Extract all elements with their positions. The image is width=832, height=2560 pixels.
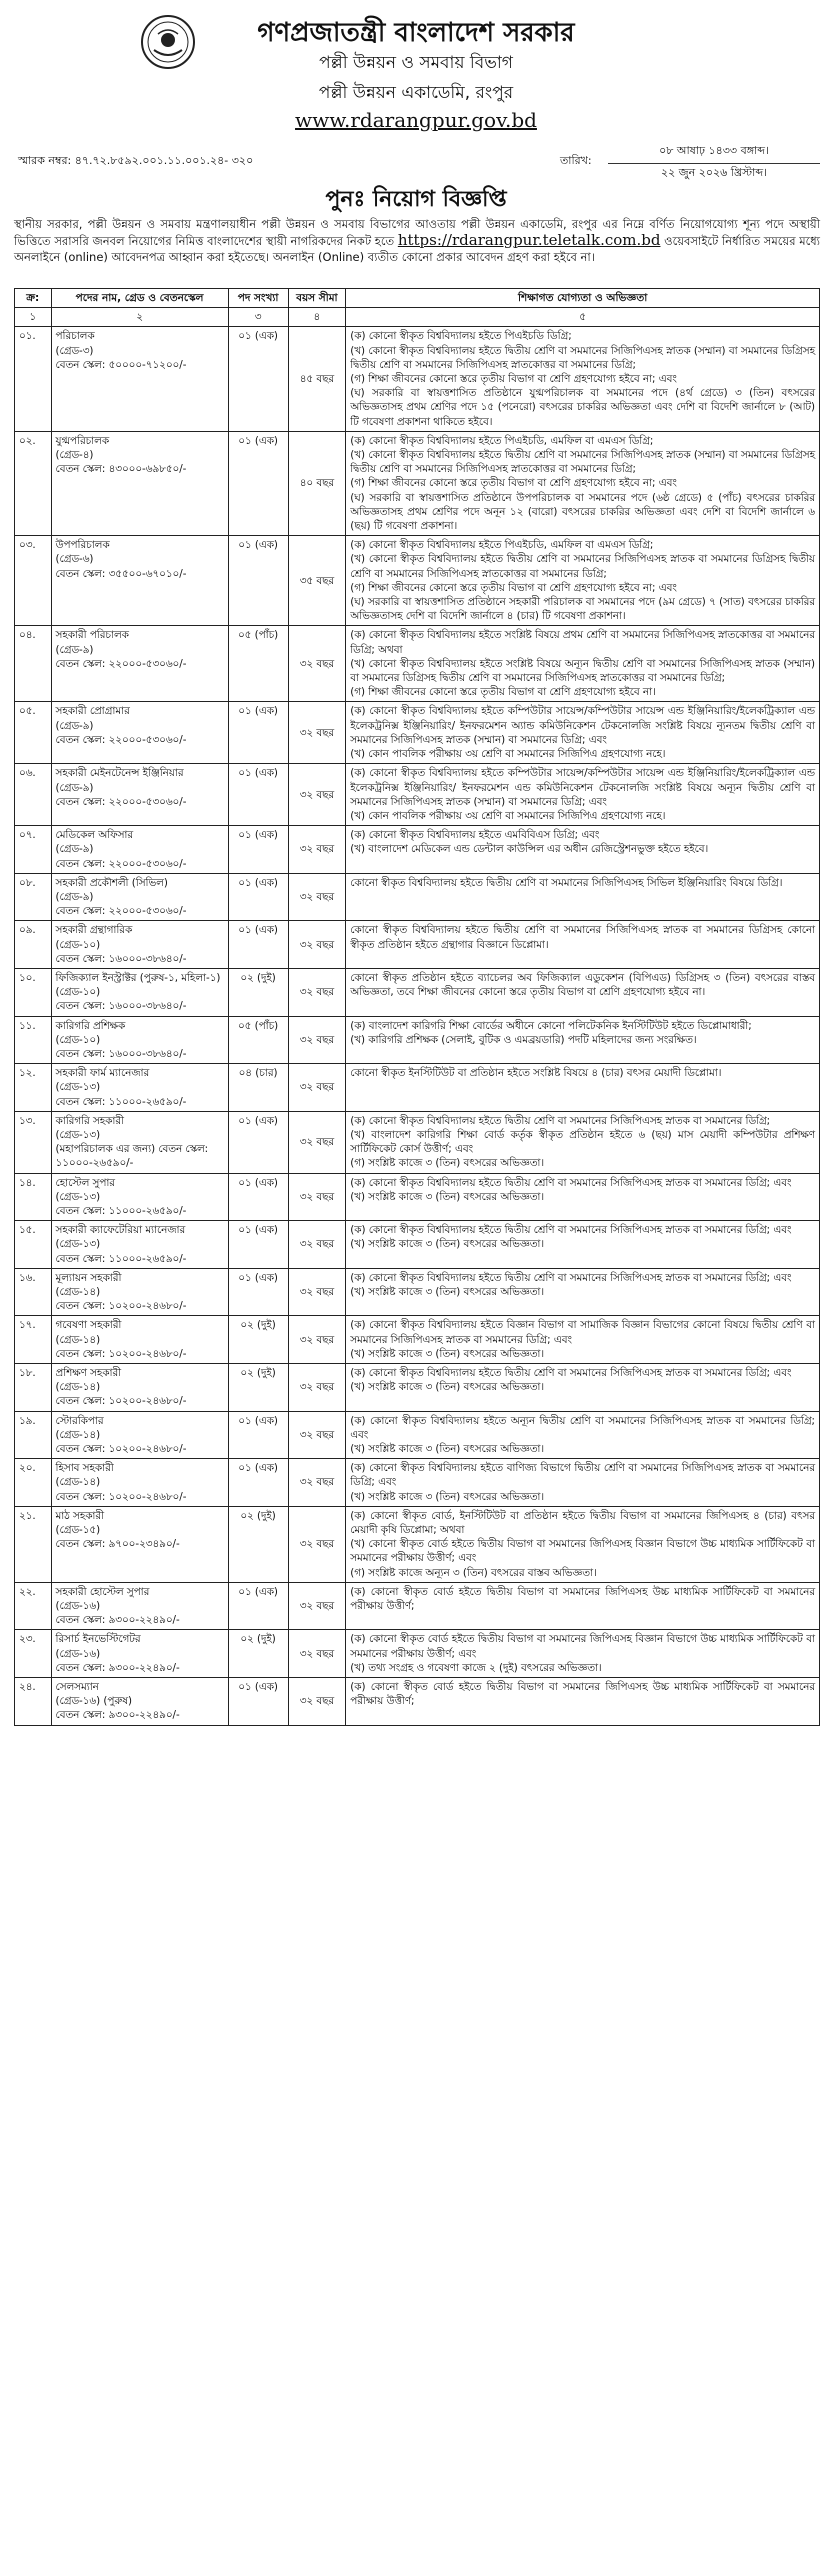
post-cell [51, 1411, 228, 1459]
qualification-cell [346, 1064, 820, 1112]
post-cell [51, 1016, 228, 1064]
qualification-line: (খ) বাংলাদেশ মেডিকেল এন্ড ডেন্টাল কাউন্সিল এর অধীন রেজিস্ট্রেশনভুক্ত হইতে হইবে। [350, 843, 709, 856]
serial-cell: ১৯. [15, 1411, 52, 1459]
post-grade: (গ্রেড-৯) [55, 719, 94, 732]
post-grade: (গ্রেড-৯) [55, 890, 94, 903]
post-grade: (গ্রেড-৯) [55, 781, 94, 794]
post-cell [51, 431, 228, 535]
qualification-line: (খ) কোনো স্বীকৃত বোর্ড হইতে দ্বিতীয় বিভাগ বা সমমানের জিপিএসহ বিজ্ঞান বিভাগে উচ্চ মাধ্যমিক সার্টিফিকেট বা সমমানের পরীক্ষায় উত্তীর্ণ; এবং [350, 1538, 815, 1565]
qualification-cell [346, 873, 820, 921]
post-count-cell: ০৪ (চার) [228, 1064, 288, 1112]
qualification-cell [346, 327, 820, 431]
post-grade: (গ্রেড-১৫) [55, 1524, 101, 1537]
header-count: পদ সংখ্যা [228, 289, 288, 308]
age-limit-cell: ৩২ বছর [288, 1221, 346, 1269]
qualification-cell [346, 1582, 820, 1630]
qualification-line: (খ) তথ্য সংগ্রহ ও গবেষণা কাজে ২ (দুই) বৎসরের অভিজ্ঞতা। [350, 1661, 602, 1674]
table-row [15, 826, 820, 874]
table-row [15, 1459, 820, 1507]
website-link[interactable]: www.rdarangpur.gov.bd [295, 108, 537, 132]
post-pay: বেতন স্কেল: ১১০০০-২৬৫৯০/- [55, 1204, 187, 1217]
qualification-cell [346, 702, 820, 764]
serial-cell: ০৩. [15, 536, 52, 626]
post-count-cell: ০১ (এক) [228, 1268, 288, 1316]
age-limit-cell: ৩২ বছর [288, 1364, 346, 1412]
post-grade: (গ্রেড-১৪) [55, 1286, 101, 1298]
post-count-cell: ০২ (দুই) [228, 1630, 288, 1678]
table-row [15, 1411, 820, 1459]
age-limit-cell: ৩২ বছর [288, 1316, 346, 1364]
qualification-cell [346, 1678, 820, 1726]
serial-cell: ০৭. [15, 826, 52, 874]
post-pay: বেতন স্কেল: ১০২০০-২৪৬৮০/- [55, 1395, 187, 1408]
post-grade: (গ্রেড-১৬) [55, 1647, 101, 1660]
qualification-line: (ক) কোনো স্বীকৃত বিশ্ববিদ্যালয় হইতে বিজ্ঞান বিভাগ বা সামাজিক বিজ্ঞান বিভাগের কোনো বিষয়ে দ্বিতীয় শ্রেণি বা সমমানের সিজিপিএসহ স্নাতক বা সমমানের ডিগ্রি; এবং [350, 1319, 815, 1346]
post-pay: বেতন স্কেল: ১৬০০০-৩৮৬৪০/- [55, 952, 187, 965]
qualification-line: (ক) কোনো স্বীকৃত বিশ্ববিদ্যালয় হইতে কম্পিউটার সায়েন্স/কম্পিউটার সায়েন্স এন্ড ইঞ্জিনিয়ারিং/ইলেকট্রিক্যাল এন্ড ইলেকট্রনিক্স ইঞ্জিনিয়ারিং/ ইনফরমেশন অ্যান্ড কমিউনিকেশন টেকনোলজি সংশ্লিষ্ট বিষয়ে ন্যূনতম দ্বিতীয় শ্রেণি বা সমমানের সিজিপিএসহ স্নাতক (সম্মান) বা সমমানের ডিগ্রি; এবং [350, 705, 815, 746]
qualification-cell [346, 826, 820, 874]
qualification-line: (খ) সংশ্লিষ্ট কাজে ৩ (তিন) বৎসরের অভিজ্ঞতা। [350, 1238, 545, 1251]
qualification-cell [346, 1111, 820, 1173]
age-limit-cell: ৩২ বছর [288, 921, 346, 969]
post-pay: বেতন স্কেল: ১১০০০-২৬৫৯০/- [55, 1095, 187, 1108]
qualification-line: (গ) শিক্ষা জীবনের কোনো স্তরে তৃতীয় বিভাগ বা শ্রেণি গ্রহণযোগ্য হইবে না; এবং [350, 477, 677, 490]
post-grade: (গ্রেড-১৩) [55, 1238, 101, 1251]
qualification-line: (খ) কোনো স্বীকৃত বিশ্ববিদ্যালয় হইতে দ্বিতীয় শ্রেণি বা সমমানের সিজিপিএসহ স্নাতক বা সমমানের ডিগ্রিসহ দ্বিতীয় শ্রেণি বা সমমানের সিজিপিএসহ স্নাতকোত্তর বা সমমানের ডিগ্রি; [350, 553, 815, 580]
qualification-cell [346, 1016, 820, 1064]
post-cell [51, 1678, 228, 1726]
qualification-line: (ক) কোনো স্বীকৃত বোর্ড হইতে দ্বিতীয় বিভাগ বা সমমানের জিপিএসহ উচ্চ মাধ্যমিক সার্টিফিকেট বা সমমানের পরীক্ষায় উত্তীর্ণ; [350, 1681, 815, 1708]
post-cell [51, 1364, 228, 1412]
post-pay: বেতন স্কেল: ২২০০০-৫৩০৬০/- [55, 905, 187, 918]
post-name: গবেষণা সহকারী [55, 1319, 122, 1332]
post-count-cell: ০১ (এক) [228, 1221, 288, 1269]
post-count-cell: ০১ (এক) [228, 1111, 288, 1173]
post-name: সহকারী প্রকৌশলী (সিভিল) [55, 876, 168, 889]
age-limit-cell: ৩২ বছর [288, 764, 346, 826]
post-count-cell: ০২ (দুই) [228, 1316, 288, 1364]
qualification-line: কোনো স্বীকৃত বিশ্ববিদ্যালয় হইতে দ্বিতীয় শ্রেণি বা সমমানের সিজিপিএসহ সিভিল ইঞ্জিনিয়ারিং বিষয়ে ডিগ্রি। [350, 876, 783, 889]
post-name: যুগ্মপরিচালক [55, 434, 110, 447]
age-limit-cell: ৪০ বছর [288, 431, 346, 535]
serial-cell: ১৩. [15, 1111, 52, 1173]
qualification-line: (খ) সংশ্লিষ্ট কাজে ৩ (তিন) বৎসরের অভিজ্ঞতা। [350, 1190, 545, 1203]
age-limit-cell: ৩২ বছর [288, 1064, 346, 1112]
post-pay: বেতন স্কেল: ১০২০০-২৪৬৮০/- [55, 1490, 187, 1503]
serial-cell: ২৩. [15, 1630, 52, 1678]
post-pay: বেতন স্কেল: ১৬০০০-৩৮৬৪০/- [55, 1000, 187, 1013]
post-count-cell: ০১ (এক) [228, 1411, 288, 1459]
qualification-line: (খ) বাংলাদেশ কারিগরি শিক্ষা বোর্ড কর্তৃক স্বীকৃত প্রতিষ্ঠান হইতে ৬ (ছয়) মাস মেয়াদী কম্পিউটার প্রশিক্ষণ সার্টিফিকেট কোর্স উত্তীর্ণ; এবং [350, 1128, 815, 1156]
table-row [15, 702, 820, 764]
post-cell [51, 1506, 228, 1582]
qualification-line: (খ) কোনো স্বীকৃত বিশ্ববিদ্যালয় হইতে দ্বিতীয় শ্রেণি বা সমমানের সিজিপিএসহ স্নাতক (সম্মান) বা সমমানের ডিগ্রিসহ দ্বিতীয় শ্রেণি বা সমমানের সিজিপিএসহ স্নাতকোত্তর বা সমমানের ডিগ্রি; [350, 449, 815, 476]
table-row [15, 327, 820, 431]
serial-cell: ১২. [15, 1064, 52, 1112]
post-cell [51, 1064, 228, 1112]
post-grade: (গ্রেড-৩) [55, 344, 94, 357]
column-number: ৩ [228, 308, 288, 327]
post-cell [51, 1582, 228, 1630]
post-grade: (গ্রেড-১৪) [55, 1428, 101, 1441]
post-pay: (মহাপরিচালক এর জন্য) বেতন স্কেল: ১১০০০-২৬৫৯০/- [55, 1143, 209, 1170]
serial-cell: ১৬. [15, 1268, 52, 1316]
post-pay: বেতন স্কেল: ৯৩০০-২২৪৯০/- [55, 1614, 180, 1627]
serial-cell: ১৮. [15, 1364, 52, 1412]
post-count-cell: ০১ (এক) [228, 921, 288, 969]
serial-cell: ০৮. [15, 873, 52, 921]
post-grade: (গ্রেড-৪) [55, 449, 94, 462]
post-pay: বেতন স্কেল: ২২০০০-৫৩০৬০/- [55, 857, 187, 870]
post-pay: বেতন স্কেল: ২২০০০-৫৩০৬০/- [55, 795, 187, 808]
serial-cell: ১০. [15, 968, 52, 1016]
post-pay: বেতন স্কেল: ৪৩০০০-৬৯৮৫০/- [55, 463, 187, 476]
column-number-row [15, 308, 820, 327]
post-name: মেডিকেল অফিসার [55, 829, 134, 842]
serial-cell: ২১. [15, 1506, 52, 1582]
age-limit-cell: ৩৫ বছর [288, 536, 346, 626]
age-limit-cell: ৩২ বছর [288, 1630, 346, 1678]
post-pay: বেতন স্কেল: ৩৫৫০০-৬৭০১০/- [55, 567, 187, 580]
post-name: পরিচালক [55, 330, 95, 343]
age-limit-cell: ৩২ বছর [288, 1678, 346, 1726]
qualification-line: (খ) কোন পাবলিক পরীক্ষায় ৩য় শ্রেণি বা সমমানের সিজিপিএ গ্রহণযোগ্য নহে। [350, 748, 666, 761]
qualification-line: কোনো স্বীকৃত প্রতিষ্ঠান হইতে ব্যাচেলর অব ফিজিক্যাল এডুকেশন (বিপিএড) ডিগ্রিসহ ৩ (তিন) বৎসরের বাস্তব অভিজ্ঞতা, তবে শিক্ষা জীবনের কোনো স্তরে তৃতীয় বিভাগ বা শ্রেণি গ্রহণযোগ্য হইবে না। [350, 971, 815, 999]
post-cell [51, 921, 228, 969]
posts-table [14, 288, 820, 1726]
post-grade: (গ্রেড-১৬) (পুরুষ) [55, 1695, 133, 1708]
table-row [15, 1064, 820, 1112]
serial-cell: ১৭. [15, 1316, 52, 1364]
qualification-line: (খ) সংশ্লিষ্ট কাজে ৩ (তিন) বৎসরের অভিজ্ঞতা। [350, 1347, 545, 1360]
qualification-line: (ক) কোনো স্বীকৃত বোর্ড, ইনস্টিটিউট বা প্রতিষ্ঠান হইতে দ্বিতীয় বিভাগ বা সমমানের জিপিএসহ ৪ (চার) বৎসর মেয়াদী কৃষি ডিপ্লোমা; অথবা [350, 1509, 815, 1537]
post-cell [51, 1316, 228, 1364]
post-cell [51, 1459, 228, 1507]
qualification-line: (খ) সংশ্লিষ্ট কাজে ৩ (তিন) বৎসরের অভিজ্ঞতা। [350, 1286, 545, 1298]
post-name: সহকারী পরিচালক [55, 629, 129, 642]
post-name: কারিগরি প্রশিক্ষক [55, 1019, 126, 1032]
post-name: মাঠ সহকারী [55, 1509, 105, 1522]
government-title: গণপ্রজাতন্ত্রী বাংলাদেশ সরকার [257, 18, 575, 48]
qualification-line: (ঘ) সরকারি বা স্বায়ত্তশাসিত প্রতিষ্ঠানে সহকারী পরিচালক বা সমমানের পদে (৯ম গ্রেডে) ৭ (সাত) বৎসরের চাকরির অভিজ্ঞতাসহ দেশি বা বিদেশি জার্নালে ৪ (চার) টি গবেষণা প্রকাশনা। [350, 596, 815, 623]
post-cell [51, 1268, 228, 1316]
table-row [15, 968, 820, 1016]
qualification-line: (ক) বাংলাদেশ কারিগরি শিক্ষা বোর্ডের অধীনে কোনো পলিটেকনিক ইনস্টিটিউট হইতে ডিপ্লোমাধারী; [350, 1019, 752, 1032]
date-english: ২২ জুন ২০২৬ খ্রিস্টাব্দ। [661, 166, 767, 179]
header-post: পদের নাম, গ্রেড ও বেতনস্কেল [51, 289, 228, 308]
qualification-line: (ক) কোনো স্বীকৃত বিশ্ববিদ্যালয় হইতে কম্পিউটার সায়েন্স/কম্পিউটার সায়েন্স এন্ড ইঞ্জিনিয়ারিং/ইলেকট্রিক্যাল এন্ড ইলেকট্রনিক্স ইঞ্জিনিয়ারিং/ ইনফরমেশন এন্ড কমিউনিকেশন টেকনোলজি সংশ্লিষ্ট বিষয়ে অন্যূন দ্বিতীয় শ্রেণি বা সমমানের সিজিপিএসহ স্নাতক (সম্মান) বা সমমানের ডিগ্রি; এবং [350, 767, 815, 808]
qualification-line: (ঘ) সরকারি বা স্বায়ত্তশাসিত প্রতিষ্ঠানে যুগ্মপরিচালক বা সমমানের পদে (৪র্থ গ্রেডে) ৩ (তিন) বৎসরের অভিজ্ঞতাসহ প্রথম শ্রেণির পদে ১৫ (পনেরো) বৎসরের চাকরির অভিজ্ঞতা এবং দেশি বা বিদেশি জার্নালে ৮ (আট) টি গবেষণা প্রকাশনা থাকিতে হইবে। [350, 387, 815, 428]
post-pay: বেতন স্কেল: ৯৩০০-২২৪৯০/- [55, 1709, 180, 1722]
post-pay: বেতন স্কেল: ১০২০০-২৪৬৮০/- [55, 1443, 187, 1456]
post-name: সহকারী গ্রন্থাগারিক [55, 924, 133, 937]
age-limit-cell: ৩২ বছর [288, 1506, 346, 1582]
table-row [15, 431, 820, 535]
age-limit-cell: ৩২ বছর [288, 1016, 346, 1064]
table-row [15, 1016, 820, 1064]
post-name: সহকারী মেইনটেনেন্স ইঞ্জিনিয়ার [55, 767, 184, 780]
qualification-line: (ক) কোনো স্বীকৃত বোর্ড হইতে দ্বিতীয় বিভাগ বা সমমানের জিপিএসহ বিজ্ঞান বিভাগে উচ্চ মাধ্যমিক সার্টিফিকেট বা সমমানের পরীক্ষায় উত্তীর্ণ; এবং [350, 1633, 815, 1660]
intro-text: স্থানীয় সরকার, পল্লী উন্নয়ন ও সমবায় মন্ত্রণালয়াধীন পল্লী উন্নয়ন ও সমবায় বিভাগের আওতায় পল্লী উন্নয়ন একাডেমি, রংপুর এর নিম্নে বর্ণিত নিয়োগযোগ্য শূন্য পদে অস্থায়ী ভিত্তিতে সরাসরি জনবল নিয়োগের নিমিত্ত বাংলাদেশের স্থায়ী নাগরিকদের নিকট হতে [14, 217, 820, 248]
header-serial: ক্র: [15, 289, 52, 308]
notice-title: পুনঃ নিয়োগ বিজ্ঞপ্তি [325, 187, 507, 212]
post-pay: বেতন স্কেল: ৫০০০০-৭১২০০/- [55, 358, 187, 371]
post-grade: (গ্রেড-১৩) [55, 1190, 101, 1203]
post-count-cell: ০১ (এক) [228, 431, 288, 535]
age-limit-cell: ৩২ বছর [288, 1173, 346, 1221]
qualification-line: (ক) কোনো স্বীকৃত বিশ্ববিদ্যালয় হইতে দ্বিতীয় শ্রেণি বা সমমানের সিজিপিএসহ স্নাতক বা সমমানের ডিগ্রি; এবং [350, 1271, 792, 1284]
post-count-cell: ০২ (দুই) [228, 968, 288, 1016]
qualification-cell [346, 1316, 820, 1364]
qualification-line: (গ) সংশ্লিষ্ট কাজে অন্যূন ৩ (তিন) বৎসরের বাস্তব অভিজ্ঞতা। [350, 1566, 597, 1579]
post-grade: (গ্রেড-১৩) [55, 1081, 101, 1094]
header-qualification: শিক্ষাগত যোগ্যতা ও অভিজ্ঞতা [346, 289, 820, 308]
intro-text-3: অনলাইন (Online) ব্যতীত কোনো প্রকার আবেদন গ্রহণ করা হইবে না। [272, 250, 595, 264]
post-name: সহকারী ফার্ম ম্যানেজার [55, 1067, 150, 1080]
table-row [15, 1630, 820, 1678]
post-name: রিসার্চ ইনভেস্টিগেটর [55, 1633, 141, 1646]
serial-cell: ২০. [15, 1459, 52, 1507]
table-row [15, 1364, 820, 1412]
qualification-cell [346, 1268, 820, 1316]
serial-cell: ০৯. [15, 921, 52, 969]
serial-cell: ১১. [15, 1016, 52, 1064]
qualification-line: (ক) কোনো স্বীকৃত বিশ্ববিদ্যালয় হইতে পিএইচডি ডিগ্রি; [350, 330, 572, 343]
table-row [15, 1506, 820, 1582]
age-limit-cell: ৩২ বছর [288, 1459, 346, 1507]
post-cell [51, 1173, 228, 1221]
qualification-cell [346, 1506, 820, 1582]
serial-cell: ১৪. [15, 1173, 52, 1221]
post-name: ফিজিক্যাল ইনস্ট্রাক্টর (পুরুষ-১, মহিলা-১) [55, 971, 221, 984]
qualification-cell [346, 921, 820, 969]
post-count-cell: ০২ (দুই) [228, 1506, 288, 1582]
table-row [15, 764, 820, 826]
qualification-line: (খ) কোনো স্বীকৃত বিশ্ববিদ্যালয় হইতে দ্বিতীয় শ্রেণি বা সমমানের সিজিপিএসহ স্নাতক (সম্মান) বা সমমানের ডিগ্রিসহ দ্বিতীয় শ্রেণি বা সমমানের সিজিপিএসহ স্নাতকোত্তর বা সমমানের ডিগ্রি; [350, 344, 815, 371]
post-pay: বেতন স্কেল: ১০২০০-২৪৬৮০/- [55, 1300, 187, 1313]
date-bangla: ০৮ আষাঢ় ১৪৩৩ বঙ্গাব্দ। [608, 142, 820, 164]
post-count-cell: ০১ (এক) [228, 1459, 288, 1507]
post-name: সহকারী প্রোগ্রামার [55, 705, 130, 718]
qualification-line: (ক) কোনো স্বীকৃত বিশ্ববিদ্যালয় হইতে সংশ্লিষ্ট বিষয়ে প্রথম শ্রেণি বা সমমানের সিজিপিএসহ স্নাতকোত্তর বা সমমানের ডিগ্রি; অথবা [350, 629, 815, 656]
qualification-line: (গ) শিক্ষা জীবনের কোনো স্তরে তৃতীয় বিভাগ বা শ্রেণি গ্রহণযোগ্য হইবে না। [350, 686, 656, 699]
post-pay: বেতন স্কেল: ১০২০০-২৪৬৮০/- [55, 1347, 187, 1360]
qualification-line: (গ) শিক্ষা জীবনের কোনো স্তরে তৃতীয় বিভাগ বা শ্রেণি গ্রহণযোগ্য হইবে না; এবং [350, 581, 677, 594]
academy-name: পল্লী উন্নয়ন একাডেমি, রংপুর [318, 83, 514, 103]
serial-cell: ১৫. [15, 1221, 52, 1269]
post-name: উপপরিচালক [55, 539, 110, 552]
intro-text-2: ওয়েবসাইটে নির্ধারিত সময়ের মধ্যে অনলাইনে (online) আবেদনপত্র আহ্বান করা হইতেছে। [14, 234, 821, 264]
post-name: হোস্টেল সুপার [55, 1176, 115, 1189]
post-pay: বেতন স্কেল: ১৬০০০-৩৮৬৪০/- [55, 1047, 187, 1060]
post-cell [51, 1221, 228, 1269]
qualification-line: (গ) সংশ্লিষ্ট কাজে ৩ (তিন) বৎসরের অভিজ্ঞতা। [350, 1157, 545, 1170]
qualification-line: (খ) সংশ্লিষ্ট কাজে ৩ (তিন) বৎসরের অভিজ্ঞতা। [350, 1443, 545, 1456]
serial-cell: ০১. [15, 327, 52, 431]
post-cell [51, 702, 228, 764]
age-limit-cell: ৩২ বছর [288, 626, 346, 702]
letterhead [0, 0, 832, 179]
table-row [15, 921, 820, 969]
post-grade: (গ্রেড-১৬) [55, 1600, 101, 1613]
qualification-line: (ক) কোনো স্বীকৃত বিশ্ববিদ্যালয় হইতে দ্বিতীয় শ্রেণি বা সমমানের সিজিপিএসহ স্নাতক বা সমমানের ডিগ্রি; এবং [350, 1176, 792, 1189]
qualification-line: (ক) কোনো স্বীকৃত বিশ্ববিদ্যালয় হইতে দ্বিতীয় শ্রেণি বা সমমানের সিজিপিএসহ স্নাতক বা সমমানের ডিগ্রি; এবং [350, 1367, 792, 1380]
table-row [15, 873, 820, 921]
post-cell [51, 1111, 228, 1173]
post-count-cell: ০১ (এক) [228, 1582, 288, 1630]
date-label: তারিখ: [560, 154, 592, 167]
qualification-cell [346, 1630, 820, 1678]
post-grade: (গ্রেড-১৩) [55, 1128, 101, 1141]
qualification-line: (ক) কোনো স্বীকৃত বিশ্ববিদ্যালয় হইতে বাণিজ্য বিভাগে দ্বিতীয় শ্রেণি বা সমমানের সিজিপিএসহ স্নাতক বা সমমানের ডিগ্রি; এবং [350, 1462, 815, 1489]
post-cell [51, 968, 228, 1016]
post-cell [51, 626, 228, 702]
post-grade: (গ্রেড-৬) [55, 553, 94, 566]
qualification-cell [346, 431, 820, 535]
teletalk-link[interactable]: https://rdarangpur.teletalk.com.bd [397, 231, 661, 249]
post-count-cell: ০১ (এক) [228, 702, 288, 764]
post-pay: বেতন স্কেল: ২২০০০-৫৩০৬০/- [55, 733, 187, 746]
age-limit-cell: ৩২ বছর [288, 1268, 346, 1316]
age-limit-cell: ৩২ বছর [288, 1411, 346, 1459]
qualification-line: (খ) কারিগরি প্রশিক্ষক (সেলাই, বুটিক ও এমব্রয়ডারি) পদটি মহিলাদের জন্য সংরক্ষিত। [350, 1033, 697, 1046]
age-limit-cell: ৩২ বছর [288, 702, 346, 764]
post-cell [51, 536, 228, 626]
post-count-cell: ০১ (এক) [228, 1678, 288, 1726]
age-limit-cell: ৩২ বছর [288, 826, 346, 874]
post-name: প্রশিক্ষণ সহকারী [55, 1367, 122, 1380]
table-row [15, 1678, 820, 1726]
table-row [15, 1221, 820, 1269]
post-grade: (গ্রেড-১৪) [55, 1333, 101, 1346]
qualification-cell [346, 1221, 820, 1269]
qualification-cell [346, 536, 820, 626]
serial-cell: ২২. [15, 1582, 52, 1630]
qualification-line: (ক) কোনো স্বীকৃত বিশ্ববিদ্যালয় হইতে দ্বিতীয় শ্রেণি বা সমমানের সিজিপিএসহ স্নাতক বা সমমানের ডিগ্রি; [350, 1114, 771, 1127]
qualification-line: কোনো স্বীকৃত বিশ্ববিদ্যালয় হইতে দ্বিতীয় শ্রেণি বা সমমানের সিজিপিএসহ স্নাতক বা সমমানের ডিগ্রিসহ কোনো স্বীকৃত প্রতিষ্ঠান হইতে গ্রন্থাগার বিজ্ঞানে ডিপ্লোমা। [350, 924, 815, 951]
column-number: ২ [51, 308, 228, 327]
post-count-cell: ০১ (এক) [228, 327, 288, 431]
column-number: ৫ [346, 308, 820, 327]
qualification-line: (ঘ) সরকারি বা স্বায়ত্তশাসিত প্রতিষ্ঠানে উপপরিচালক বা সমমানের পদে (৬ষ্ঠ গ্রেডে) ৫ (পাঁচ) বৎসরের চাকরির অভিজ্ঞতাসহ প্রথম শ্রেণির পদে অনূন ১২ (বারো) বৎসরের চাকরির অভিজ্ঞতা এবং দেশি বা বিদেশি জার্নালে ৬ (ছয়) টি গবেষণা প্রকাশনা। [350, 491, 815, 533]
post-grade: (গ্রেড-৯) [55, 643, 94, 656]
post-name: সেলসম্যান [55, 1681, 99, 1694]
memo-number: স্মারক নম্বর: ৪৭.৭২.৮৫৯২.০০১.১১.০০১.২৪- ৩২০ [18, 154, 254, 167]
qualification-cell [346, 968, 820, 1016]
header-age: বয়স সীমা [288, 289, 346, 308]
post-count-cell: ০১ (এক) [228, 536, 288, 626]
qualification-line: (খ) কোন পাবলিক পরীক্ষায় ৩য় শ্রেণি বা সমমানের সিজিপিএ গ্রহণযোগ্য নহে। [350, 809, 666, 822]
post-cell [51, 873, 228, 921]
serial-cell: ০৪. [15, 626, 52, 702]
post-cell [51, 1630, 228, 1678]
post-count-cell: ০১ (এক) [228, 764, 288, 826]
post-count-cell: ০৫ (পাঁচ) [228, 1016, 288, 1064]
qualification-cell [346, 764, 820, 826]
qualification-line: (ক) কোনো স্বীকৃত বিশ্ববিদ্যালয় হইতে পিএইচডি, এমফিল বা এমএস ডিগ্রি; [350, 434, 654, 447]
post-grade: (গ্রেড-১৪) [55, 1476, 101, 1489]
post-grade: (গ্রেড-১০) [55, 986, 101, 999]
qualification-cell [346, 626, 820, 702]
post-name: কারিগরি সহকারী [55, 1114, 124, 1127]
table-row [15, 1582, 820, 1630]
post-pay: বেতন স্কেল: ১১০০০-২৬৫৯০/- [55, 1252, 187, 1265]
serial-cell: ০৫. [15, 702, 52, 764]
serial-cell: ০২. [15, 431, 52, 535]
post-count-cell: ০২ (দুই) [228, 1364, 288, 1412]
qualification-line: (ক) কোনো স্বীকৃত বোর্ড হইতে দ্বিতীয় বিভাগ বা সমমানের জিপিএসহ উচ্চ মাধ্যমিক সার্টিফিকেট বা সমমানের পরীক্ষায় উত্তীর্ণ; [350, 1585, 815, 1613]
age-limit-cell: ৩২ বছর [288, 873, 346, 921]
qualification-cell [346, 1173, 820, 1221]
post-cell [51, 764, 228, 826]
post-name: হিসাব সহকারী [55, 1462, 114, 1475]
division-name: পল্লী উন্নয়ন ও সমবায় বিভাগ [319, 53, 513, 73]
notice-intro [14, 216, 820, 265]
qualification-line: (ক) কোনো স্বীকৃত বিশ্ববিদ্যালয় হইতে পিএইচডি, এমফিল বা এমএস ডিগ্রি; [350, 539, 654, 552]
table-row [15, 1111, 820, 1173]
table-row [15, 1268, 820, 1316]
qualification-line: (খ) কোনো স্বীকৃত বিশ্ববিদ্যালয় হইতে সংশ্লিষ্ট বিষয়ে অন্যূন দ্বিতীয় শ্রেণি বা সমমানের সিজিপিএসহ স্নাতক (সম্মান) বা সমমানের ডিগ্রিসহ দ্বিতীয় শ্রেণি বা সমমানের সিজিপিএসহ স্নাতকোত্তর বা সমমানের ডিগ্রি; [350, 657, 815, 685]
post-name: সহকারী ক্যাফেটেরিয়া ম্যানেজার [55, 1224, 186, 1237]
qualification-line: (গ) শিক্ষা জীবনের কোনো স্তরে তৃতীয় বিভাগ বা শ্রেণি গ্রহণযোগ্য হইবে না; এবং [350, 373, 677, 386]
age-limit-cell: ৩২ বছর [288, 968, 346, 1016]
table-row [15, 626, 820, 702]
qualification-cell [346, 1411, 820, 1459]
post-count-cell: ০১ (এক) [228, 826, 288, 874]
column-number: ৪ [288, 308, 346, 327]
serial-cell: ২৪. [15, 1678, 52, 1726]
post-name: সহকারী হোস্টেল সুপার [55, 1585, 150, 1598]
post-pay: বেতন স্কেল: ৯৭০০-২৩৪৯০/- [55, 1538, 180, 1551]
post-rows [15, 327, 820, 1725]
post-grade: (গ্রেড-১০) [55, 1033, 101, 1046]
post-count-cell: ০১ (এক) [228, 873, 288, 921]
post-name: মূল্যায়ন সহকারী [55, 1271, 122, 1284]
table-row [15, 1173, 820, 1221]
qualification-line: (খ) সংশ্লিষ্ট কাজে ৩ (তিন) বৎসরের অভিজ্ঞতা। [350, 1490, 545, 1503]
age-limit-cell: ৪৫ বছর [288, 327, 346, 431]
table-row [15, 536, 820, 626]
post-grade: (গ্রেড-৯) [55, 843, 94, 856]
age-limit-cell: ৩২ বছর [288, 1111, 346, 1173]
qualification-cell [346, 1459, 820, 1507]
age-limit-cell: ৩২ বছর [288, 1582, 346, 1630]
post-pay: বেতন স্কেল: ২২০০০-৫৩০৬০/- [55, 657, 187, 670]
post-pay: বেতন স্কেল: ৯৩০০-২২৪৯০/- [55, 1661, 180, 1674]
table-row [15, 1316, 820, 1364]
table-header-row [15, 289, 820, 308]
serial-cell: ০৬. [15, 764, 52, 826]
post-count-cell: ০৫ (পাঁচ) [228, 626, 288, 702]
post-count-cell: ০১ (এক) [228, 1173, 288, 1221]
post-name: স্টোরকিপার [55, 1414, 104, 1427]
column-number: ১ [15, 308, 52, 327]
qualification-line: কোনো স্বীকৃত ইনস্টিটিউট বা প্রতিষ্ঠান হইতে সংশ্লিষ্ট বিষয়ে ৪ (চার) বৎসর মেয়াদী ডিপ্লোমা। [350, 1067, 722, 1080]
qualification-line: (ক) কোনো স্বীকৃত বিশ্ববিদ্যালয় হইতে এমবিবিএস ডিগ্রি; এবং [350, 829, 600, 842]
post-cell [51, 327, 228, 431]
post-cell [51, 826, 228, 874]
qualification-line: (খ) সংশ্লিষ্ট কাজে ৩ (তিন) বৎসরের অভিজ্ঞতা। [350, 1381, 545, 1394]
qualification-cell [346, 1364, 820, 1412]
qualification-line: (ক) কোনো স্বীকৃত বিশ্ববিদ্যালয় হইতে অন্যূন দ্বিতীয় শ্রেণি বা সমমানের সিজিপিএসহ স্নাতক বা সমমানের ডিগ্রি; এবং [350, 1414, 816, 1441]
qualification-line: (ক) কোনো স্বীকৃত বিশ্ববিদ্যালয় হইতে দ্বিতীয় শ্রেণি বা সমমানের সিজিপিএসহ স্নাতক বা সমমানের ডিগ্রি; এবং [350, 1224, 792, 1237]
post-grade: (গ্রেড-১৪) [55, 1381, 101, 1394]
post-grade: (গ্রেড-১০) [55, 938, 101, 951]
